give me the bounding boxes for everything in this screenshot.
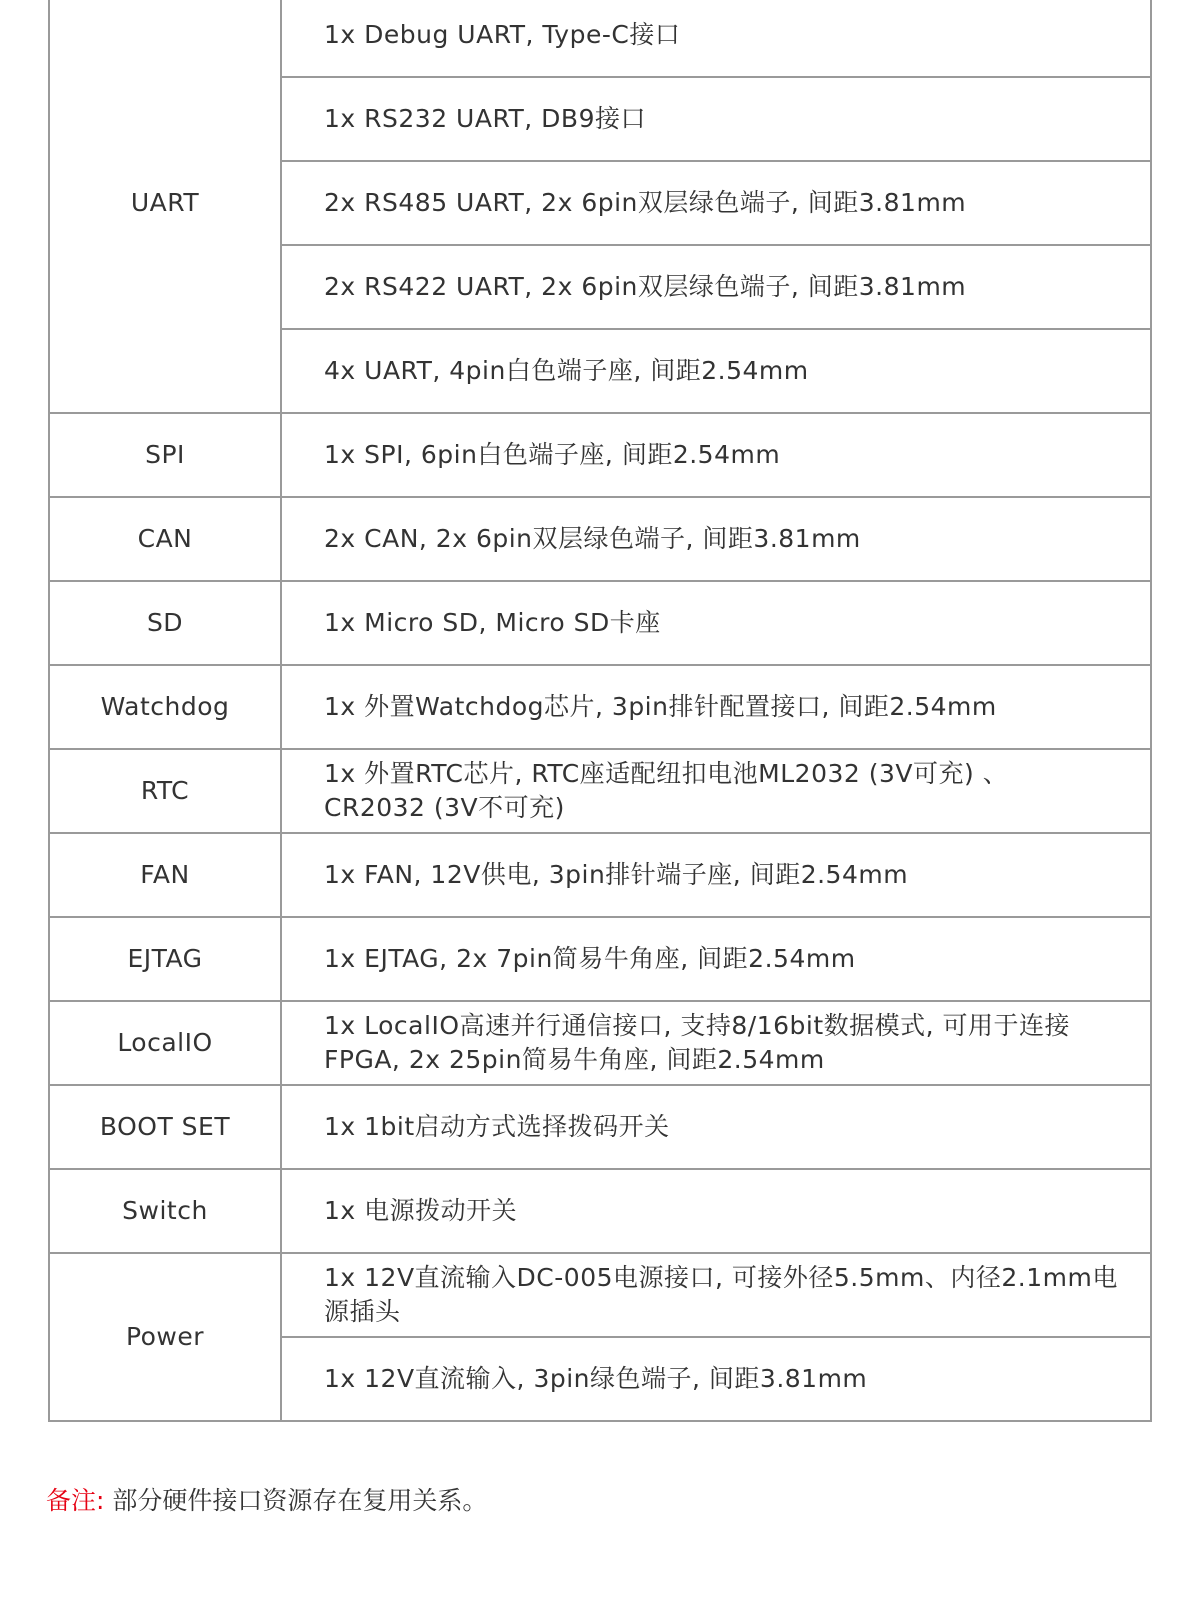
- interface-description-cell: 2x RS485 UART, 2x 6pin双层绿色端子, 间距3.81mm: [281, 161, 1151, 245]
- interface-description-cell: 1x SPI, 6pin白色端子座, 间距2.54mm: [281, 413, 1151, 497]
- table-row: [49, 413, 1151, 497]
- spec-table-body: [49, 0, 1151, 1421]
- table-row: [49, 581, 1151, 665]
- interface-name-cell: FAN: [49, 833, 281, 917]
- interface-description-cell: 1x 外置Watchdog芯片, 3pin排针配置接口, 间距2.54mm: [281, 665, 1151, 749]
- interface-name-cell: LocalIO: [49, 1001, 281, 1085]
- interface-name-cell: EJTAG: [49, 917, 281, 1001]
- table-row: [49, 917, 1151, 1001]
- interface-description-cell: 1x 12V直流输入DC-005电源接口, 可接外径5.5mm、内径2.1mm电源插头: [281, 1253, 1151, 1337]
- interface-name-cell: RTC: [49, 749, 281, 833]
- note-text: 部分硬件接口资源存在复用关系。: [104, 1486, 488, 1515]
- table-row: [49, 749, 1151, 833]
- interface-name-cell: SPI: [49, 413, 281, 497]
- footnote: [46, 1484, 487, 1518]
- note-label: 备注:: [46, 1486, 105, 1515]
- interface-name-cell: Switch: [49, 1169, 281, 1253]
- table-row: [49, 497, 1151, 581]
- interface-description-cell: 1x 1bit启动方式选择拨码开关: [281, 1085, 1151, 1169]
- table-row: [49, 1253, 1151, 1337]
- interface-description-cell: 1x 电源拨动开关: [281, 1169, 1151, 1253]
- interface-description-cell: 1x RS232 UART, DB9接口: [281, 77, 1151, 161]
- interface-description-cell: 1x FAN, 12V供电, 3pin排针端子座, 间距2.54mm: [281, 833, 1151, 917]
- interface-description-cell: 1x 12V直流输入, 3pin绿色端子, 间距3.81mm: [281, 1337, 1151, 1421]
- table-row: [49, 1085, 1151, 1169]
- table-row: [49, 1001, 1151, 1085]
- interface-description-cell: 1x Debug UART, Type-C接口: [281, 0, 1151, 77]
- table-row: [49, 665, 1151, 749]
- interface-description-cell: 2x CAN, 2x 6pin双层绿色端子, 间距3.81mm: [281, 497, 1151, 581]
- interface-description-cell: 1x Micro SD, Micro SD卡座: [281, 581, 1151, 665]
- interface-name-cell: SD: [49, 581, 281, 665]
- interface-description-cell: 4x UART, 4pin白色端子座, 间距2.54mm: [281, 329, 1151, 413]
- interface-description-cell: 1x 外置RTC芯片, RTC座适配纽扣电池ML2032 (3V可充) 、 CR2032 (3V不可充): [281, 749, 1151, 833]
- table-row: [49, 0, 1151, 77]
- interface-name-cell: Power: [49, 1253, 281, 1421]
- interface-name-cell: UART: [49, 0, 281, 413]
- interface-spec-table: [48, 0, 1152, 1422]
- interface-name-cell: CAN: [49, 497, 281, 581]
- interface-description-cell: 1x EJTAG, 2x 7pin简易牛角座, 间距2.54mm: [281, 917, 1151, 1001]
- interface-name-cell: Watchdog: [49, 665, 281, 749]
- table-row: [49, 833, 1151, 917]
- interface-name-cell: BOOT SET: [49, 1085, 281, 1169]
- interface-description-cell: 1x LocalIO高速并行通信接口, 支持8/16bit数据模式, 可用于连接 FPGA, 2x 25pin简易牛角座, 间距2.54mm: [281, 1001, 1151, 1085]
- table-row: [49, 1169, 1151, 1253]
- interface-description-cell: 2x RS422 UART, 2x 6pin双层绿色端子, 间距3.81mm: [281, 245, 1151, 329]
